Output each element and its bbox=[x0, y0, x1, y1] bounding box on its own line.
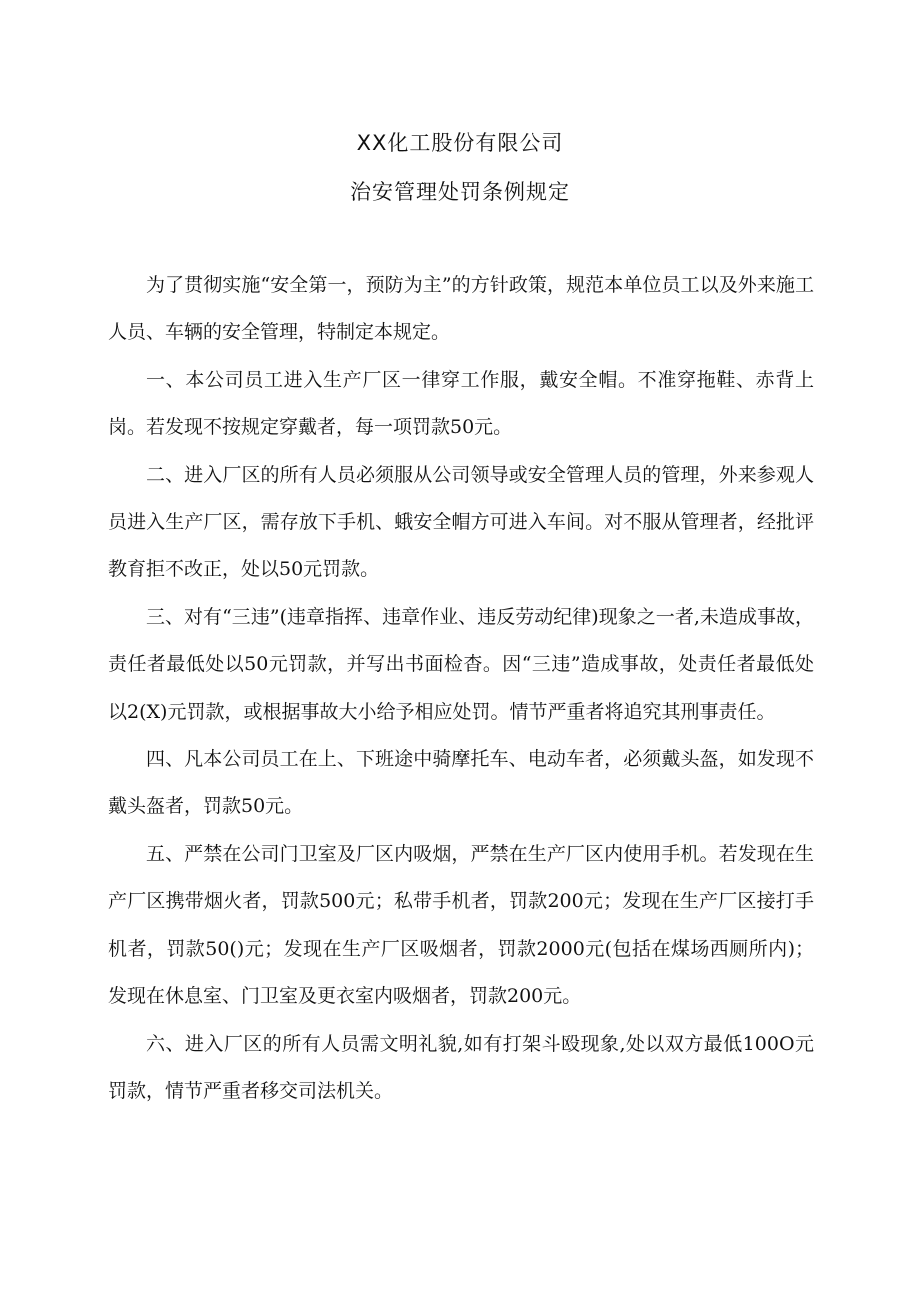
paragraph-clause-5: 五、严禁在公司门卫室及厂区内吸烟，严禁在生产厂区内使用手机。若发现在生产厂区携带烟火者，罚款500元；私带手机者，罚款200元；发现在生产厂区接打手机者，罚款50()元；发现在生产厂区吸烟者，罚款2000元(包括在煤场西厕所内)；发现在休息室、门卫室及更衣室内吸烟者，罚款200元。 bbox=[108, 842, 814, 1008]
paragraph-clause-2: 二、进入厂区的所有人员必须服从公司领导或安全管理人员的管理，外来参观人员进入生产厂区，需存放下手机、蛾安全帽方可进入车间。对不服从管理者，经批评教育拒不改正，处以50元罚款。 bbox=[108, 463, 814, 581]
paragraph-intro: 为了贯彻实施“安全第一，预防为主”的方针政策，规范本单位员工以及外来施工人员、车辆的安全管理，特制定本规定。 bbox=[108, 274, 814, 344]
paragraph-clause-4: 四、凡本公司员工在上、下班途中骑摩托车、电动车者，必须戴头盔，如发现不戴头盔者，罚款50元。 bbox=[108, 748, 814, 818]
paragraph-clause-6: 六、进入厂区的所有人员需文明礼貌,如有打架斗殴现象,处以双方最低100O元罚款，情节严重者移交司法机关。 bbox=[108, 1032, 814, 1102]
document-body bbox=[108, 262, 814, 1115]
document-title-company: XX化工股份有限公司 bbox=[356, 131, 564, 155]
document-title-regulation: 治安管理处罚条例规定 bbox=[350, 180, 570, 204]
paragraph-clause-1: 一、本公司员工进入生产厂区一律穿工作服，戴安全帽。不准穿拖鞋、赤背上岗。若发现不按规定穿戴者，每一项罚款50元。 bbox=[108, 368, 814, 439]
paragraph-clause-3: 三、对有“三违”(违章指挥、违章作业、违反劳动纪律)现象之一者,未造成事故，责任者最低处以50元罚款，并写出书面检杳。因“三违”造成事故，处责任者最低处以2(X)元罚款，或根据事故大小给予相应处罚。情节严重者将追究其刑事责任。 bbox=[108, 605, 814, 723]
